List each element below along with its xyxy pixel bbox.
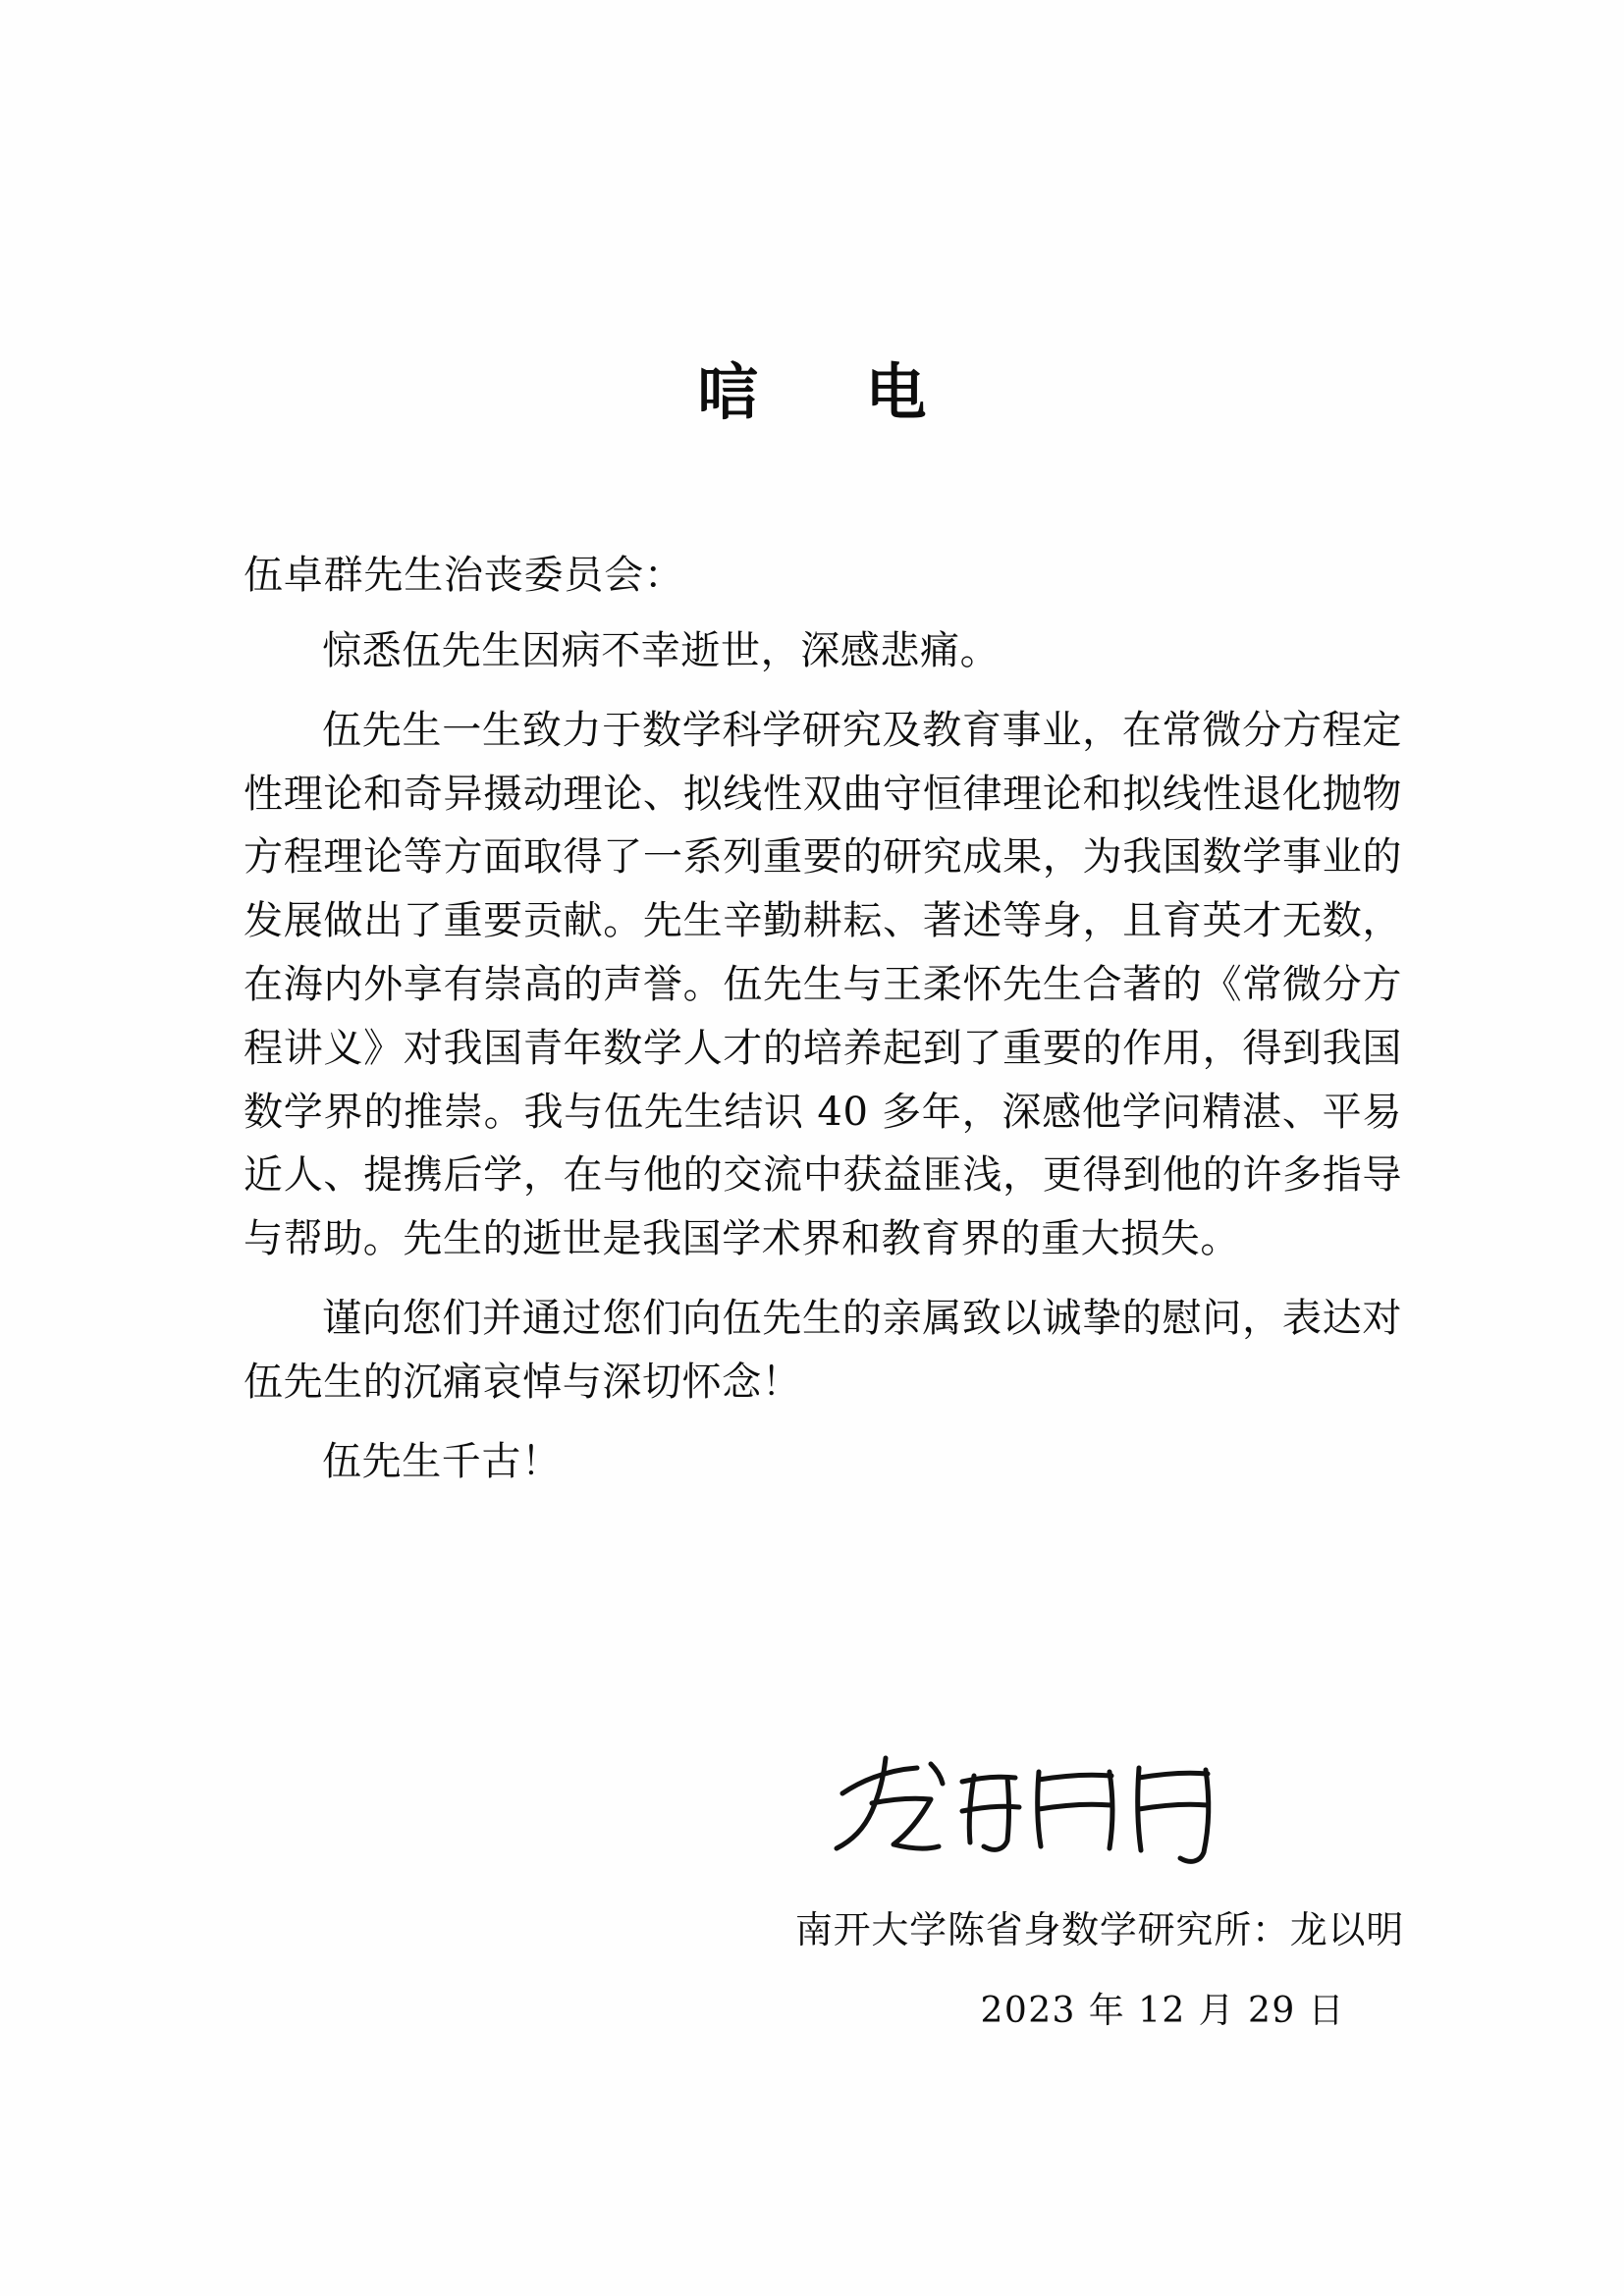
signature-organization: 南开大学陈省身数学研究所：龙以明 bbox=[794, 1908, 1404, 1951]
letter-body bbox=[244, 545, 1402, 1509]
paragraph-3: 谨向您们并通过您们向伍先生的亲属致以诚挚的慰问，表达对伍先生的沉痛哀悼与深切怀念！ bbox=[244, 1295, 1402, 1405]
paragraph-4: 伍先生千古！ bbox=[322, 1438, 562, 1484]
handwritten-signature-icon bbox=[815, 1742, 1237, 1870]
paragraph-1: 惊悉伍先生因病不幸逝世，深感悲痛。 bbox=[322, 628, 1001, 673]
signature-date: 2023 年 12 月 29 日 bbox=[980, 1991, 1345, 2031]
salutation: 伍卓群先生治丧委员会： bbox=[244, 553, 684, 598]
paragraph-2: 伍先生一生致力于数学科学研究及教育事业，在常微分方程定性理论和奇异摄动理论、拟线性双曲守恒律理论和拟线性退化抛物方程理论等方面取得了一系列重要的研究成果，为我国数学事业的发展做出了重要贡献。先生辛勤耕耘、著述等身，且育英才无数，在海内外享有崇高的声誉。伍先生与王柔怀先生合著的《常微分方程讲义》对我国青年数学人才的培养起到了重要的作用，得到我国数学界的推崇。我与伍先生结识 40 多年，深感他学问精湛、平易近人、提携后学，在与他的交流中获益匪浅，更得到他的许多指导与帮助。先生的逝世是我国学术界和教育界的重大损失。 bbox=[244, 707, 1402, 1262]
page-title: 唁 电 bbox=[697, 356, 950, 428]
